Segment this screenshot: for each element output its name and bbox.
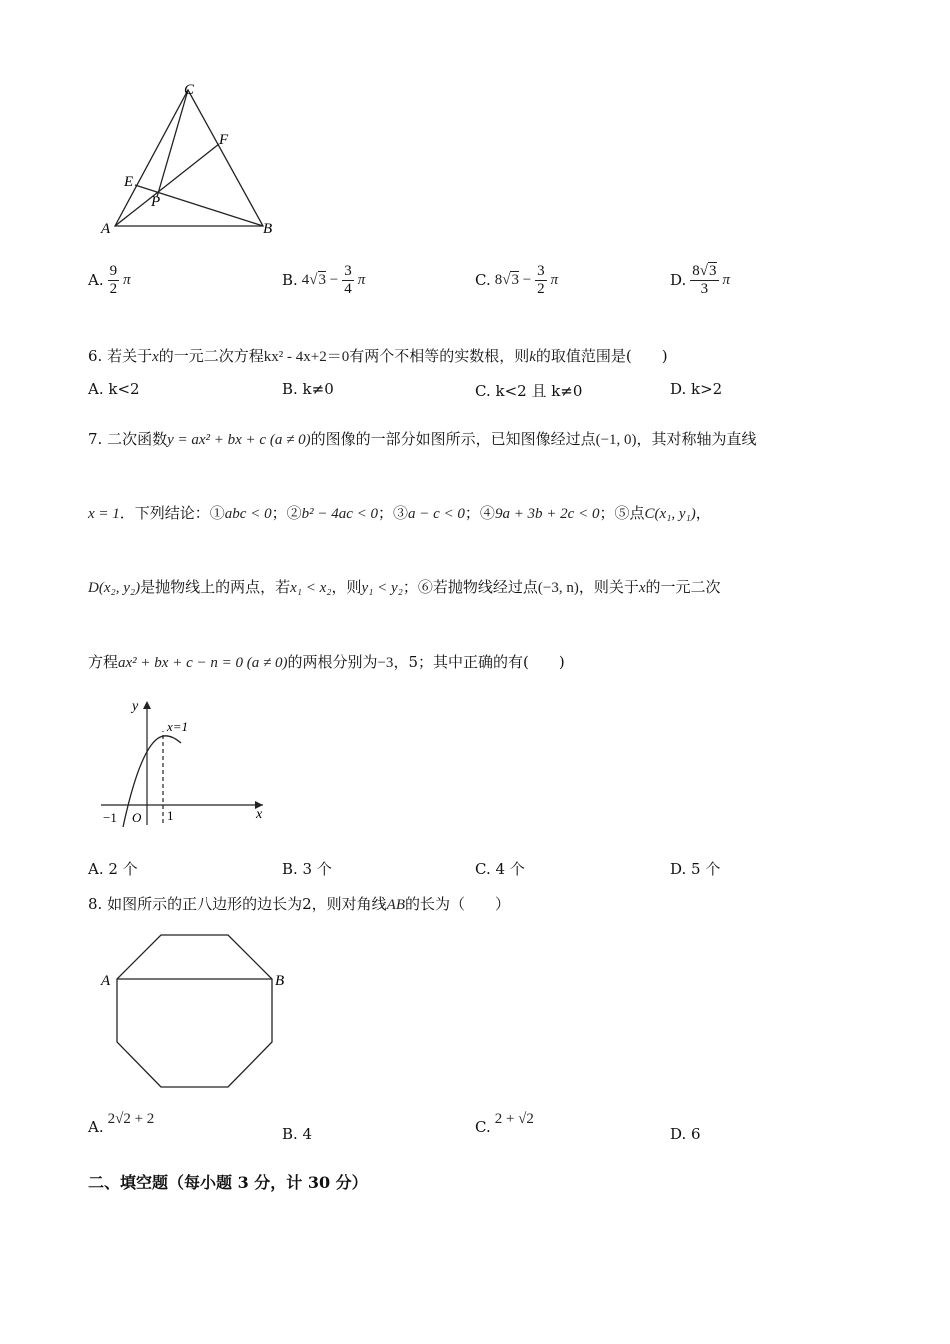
q6-option-d[interactable]: D. k>2	[670, 380, 723, 398]
octagon-figure	[95, 930, 300, 1095]
q7-line-1: 7. 二次函数y = ax² + bx + c (a ≠ 0)的图像的一部分如图所示，已知图像经过点(−1, 0)，其对称轴为直线	[88, 430, 757, 448]
label-p: P	[151, 194, 161, 210]
triangle-figure	[95, 78, 295, 243]
q6-option-a[interactable]: A. k<2	[88, 380, 140, 398]
q8-option-b[interactable]: B. 4	[282, 1125, 313, 1143]
parabola-graph	[95, 695, 275, 830]
label-e: E	[124, 174, 134, 190]
q7-option-d[interactable]: D. 5 个	[670, 860, 721, 878]
q8-option-c[interactable]: C. 2 + √2	[475, 1110, 534, 1136]
q5-option-c[interactable]: C. 8√3 − $\frac{3}{2}$ π	[475, 263, 559, 297]
y-label: y	[132, 699, 139, 714]
label-f: F	[219, 132, 229, 148]
label-b: B	[263, 221, 273, 237]
q6-option-b[interactable]: B. k≠0	[282, 380, 334, 398]
octagon-label-a: A	[101, 973, 111, 989]
label-a: A	[101, 221, 111, 237]
q7-option-a[interactable]: A. 2 个	[88, 860, 138, 878]
q5-option-d[interactable]: D. $\frac{8√3}{3}$ π	[670, 263, 731, 297]
q8-option-d[interactable]: D. 6	[670, 1125, 701, 1143]
q7-line-3: D(x₂, y₂)是抛物线上的两点，若x₁ < x₂，则y₁ < y₂；⑥若抛物线经过点(−3, n)，则关于x的一元二次	[88, 578, 721, 596]
q7-option-c[interactable]: C. 4 个	[475, 860, 525, 878]
label-c: C	[184, 82, 195, 98]
octagon	[117, 935, 272, 1087]
symmetry-label: x=1	[167, 719, 189, 734]
q8-stem: 8. 如图所示的正八边形的边长为2，则对角线AB的长为（ ）	[88, 895, 510, 913]
q6-stem: 6. 若关于x的一元二次方程kx² - 4x+2＝0有两个不相等的实数根，则k的取值范围是( )	[88, 347, 668, 365]
q7-line-4: 方程ax² + bx + c − n = 0 (a ≠ 0)的两根分别为−3，5；其中正确的有( )	[88, 653, 565, 671]
origin-label: O	[132, 810, 142, 825]
section-heading: 二、填空题（每小题 3 分，计 30 分）	[88, 1173, 368, 1192]
q7-option-b[interactable]: B. 3 个	[282, 860, 332, 878]
q5-option-a[interactable]: A. $\frac{9}{2}$ π	[88, 263, 131, 297]
q5-option-b[interactable]: B. 4√3 − $\frac{3}{4}$ π	[282, 263, 366, 297]
neg-one-label: −1	[103, 810, 117, 825]
octagon-label-b: B	[275, 973, 285, 989]
q6-option-c[interactable]: C. k<2 且 k≠0	[475, 382, 583, 400]
q8-option-a[interactable]: A. 2√2 + 2	[88, 1110, 155, 1136]
q7-line-2: x = 1．下列结论：①abc < 0；②b² − 4ac < 0；③a − c < 0；④9a + 3b + 2c < 0；⑤点C(x₁, y₁)，	[88, 504, 711, 522]
x-label: x	[256, 807, 263, 822]
one-label: 1	[167, 808, 174, 823]
